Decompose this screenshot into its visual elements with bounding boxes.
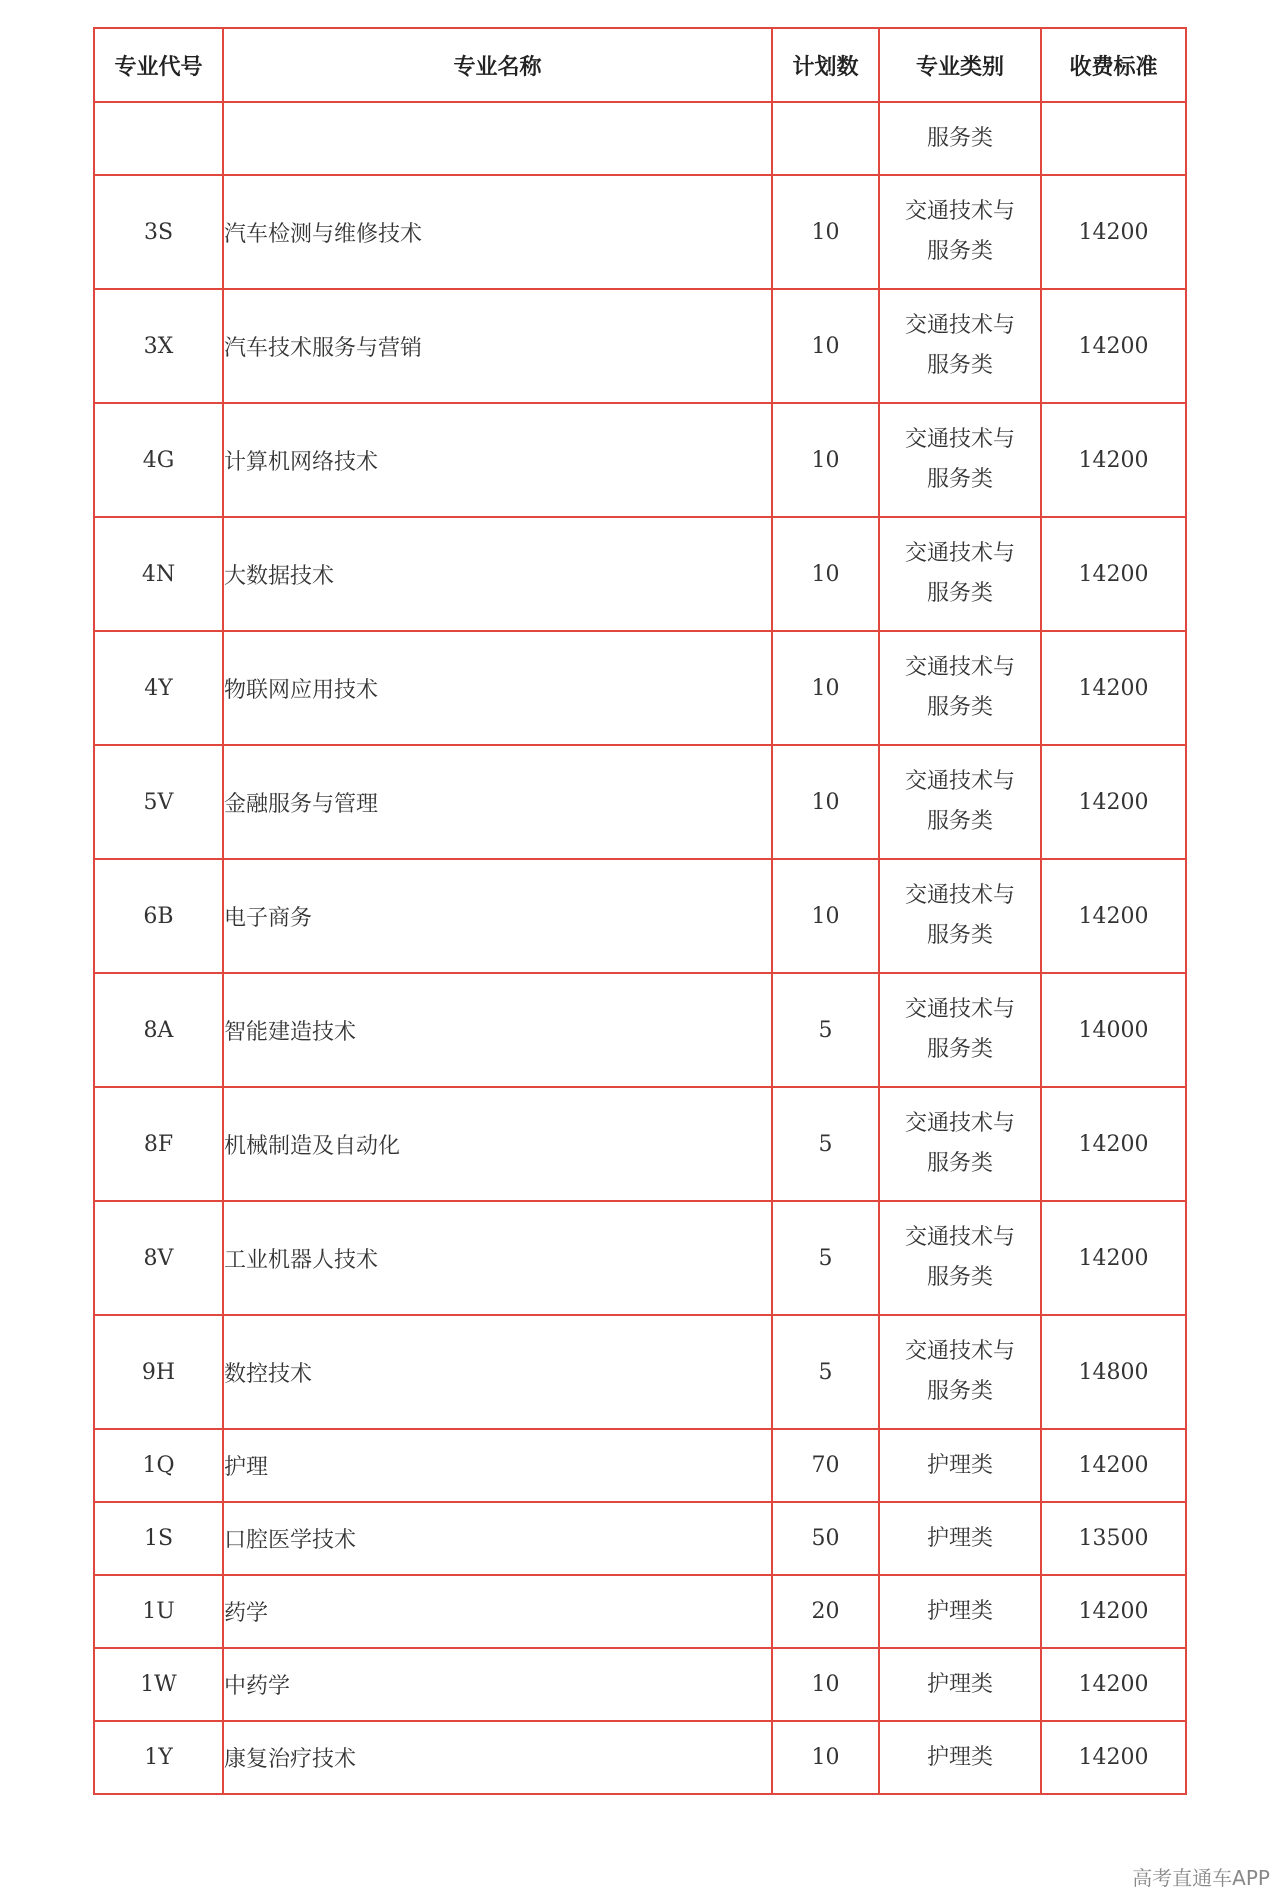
cell-category	[879, 102, 1041, 175]
table-row	[94, 1087, 1186, 1201]
cell-plan: 10	[772, 1648, 879, 1721]
cell-code: 5V	[94, 745, 223, 859]
cell-plan: 10	[772, 517, 879, 631]
cell-category	[879, 631, 1041, 745]
cell-code: 1U	[94, 1575, 223, 1648]
cell-fee: 14200	[1041, 1648, 1186, 1721]
cell-fee: 14200	[1041, 289, 1186, 403]
cell-fee: 14000	[1041, 973, 1186, 1087]
category-text: 护理类	[926, 1671, 993, 1697]
cell-code: 3X	[94, 289, 223, 403]
cell-category	[879, 1087, 1041, 1201]
cell-plan: 10	[772, 631, 879, 745]
cell-code: 8A	[94, 973, 223, 1087]
cell-name: 数控技术	[223, 1315, 772, 1429]
cell-fee: 14200	[1041, 175, 1186, 289]
category-text: 服务类	[926, 125, 993, 151]
category-text: 交通技术与 服务类	[904, 1225, 1015, 1290]
cell-name	[223, 102, 772, 175]
cell-code: 4N	[94, 517, 223, 631]
cell-code: 9H	[94, 1315, 223, 1429]
header-code: 专业代号	[94, 28, 223, 102]
cell-category	[879, 1201, 1041, 1315]
cell-fee: 14200	[1041, 745, 1186, 859]
cell-category	[879, 1575, 1041, 1648]
table-row	[94, 1575, 1186, 1648]
cell-fee: 14200	[1041, 1087, 1186, 1201]
cell-category	[879, 859, 1041, 973]
cell-category	[879, 1648, 1041, 1721]
category-text: 交通技术与 服务类	[904, 427, 1015, 492]
cell-code: 1Y	[94, 1721, 223, 1794]
cell-fee: 14200	[1041, 1201, 1186, 1315]
category-text: 交通技术与 服务类	[904, 1111, 1015, 1176]
cell-fee: 13500	[1041, 1502, 1186, 1575]
header-fee: 收费标准	[1041, 28, 1186, 102]
category-text: 交通技术与 服务类	[904, 997, 1015, 1062]
table-row	[94, 1502, 1186, 1575]
cell-fee	[1041, 102, 1186, 175]
cell-code: 6B	[94, 859, 223, 973]
cell-category	[879, 1429, 1041, 1502]
header-plan: 计划数	[772, 28, 879, 102]
cell-fee: 14200	[1041, 403, 1186, 517]
cell-name: 药学	[223, 1575, 772, 1648]
category-text: 护理类	[926, 1598, 993, 1624]
cell-plan: 10	[772, 859, 879, 973]
table-row	[94, 1648, 1186, 1721]
cell-name: 口腔医学技术	[223, 1502, 772, 1575]
major-table	[93, 27, 1187, 1795]
cell-fee: 14200	[1041, 1429, 1186, 1502]
cell-fee: 14800	[1041, 1315, 1186, 1429]
cell-plan: 5	[772, 1087, 879, 1201]
cell-plan	[772, 102, 879, 175]
category-text: 交通技术与 服务类	[904, 313, 1015, 378]
cell-code: 3S	[94, 175, 223, 289]
cell-code: 1W	[94, 1648, 223, 1721]
cell-category	[879, 1721, 1041, 1794]
table-row	[94, 175, 1186, 289]
cell-name: 计算机网络技术	[223, 403, 772, 517]
table-row	[94, 859, 1186, 973]
cell-name: 汽车检测与维修技术	[223, 175, 772, 289]
table-row	[94, 1315, 1186, 1429]
cell-fee: 14200	[1041, 1721, 1186, 1794]
table-row	[94, 1721, 1186, 1794]
cell-fee: 14200	[1041, 631, 1186, 745]
table-row	[94, 973, 1186, 1087]
cell-fee: 14200	[1041, 1575, 1186, 1648]
cell-plan: 10	[772, 1721, 879, 1794]
cell-category	[879, 1315, 1041, 1429]
cell-name: 康复治疗技术	[223, 1721, 772, 1794]
cell-plan: 70	[772, 1429, 879, 1502]
cell-category	[879, 403, 1041, 517]
cell-code: 8V	[94, 1201, 223, 1315]
cell-plan: 10	[772, 175, 879, 289]
table-row	[94, 745, 1186, 859]
cell-code	[94, 102, 223, 175]
category-text: 护理类	[926, 1452, 993, 1478]
cell-name: 大数据技术	[223, 517, 772, 631]
table-body	[94, 102, 1186, 1794]
table-row	[94, 289, 1186, 403]
category-text: 交通技术与 服务类	[904, 199, 1015, 264]
table-row	[94, 517, 1186, 631]
table-header	[94, 28, 1186, 102]
cell-code: 1Q	[94, 1429, 223, 1502]
table-row	[94, 1201, 1186, 1315]
cell-name: 汽车技术服务与营销	[223, 289, 772, 403]
category-text: 交通技术与 服务类	[904, 769, 1015, 834]
table-row	[94, 403, 1186, 517]
table-row	[94, 102, 1186, 175]
header-category: 专业类别	[879, 28, 1041, 102]
cell-category	[879, 1502, 1041, 1575]
category-text: 护理类	[926, 1525, 993, 1551]
cell-name: 中药学	[223, 1648, 772, 1721]
cell-name: 机械制造及自动化	[223, 1087, 772, 1201]
cell-plan: 10	[772, 403, 879, 517]
watermark: 高考直通车APP	[1132, 1866, 1270, 1890]
cell-code: 8F	[94, 1087, 223, 1201]
table-row	[94, 631, 1186, 745]
cell-plan: 5	[772, 1315, 879, 1429]
cell-fee: 14200	[1041, 859, 1186, 973]
table-row	[94, 1429, 1186, 1502]
cell-fee: 14200	[1041, 517, 1186, 631]
header-name: 专业名称	[223, 28, 772, 102]
category-text: 护理类	[926, 1744, 993, 1770]
category-text: 交通技术与 服务类	[904, 883, 1015, 948]
cell-plan: 5	[772, 1201, 879, 1315]
cell-category	[879, 745, 1041, 859]
cell-plan: 5	[772, 973, 879, 1087]
cell-name: 金融服务与管理	[223, 745, 772, 859]
cell-name: 工业机器人技术	[223, 1201, 772, 1315]
cell-category	[879, 517, 1041, 631]
cell-category	[879, 175, 1041, 289]
cell-name: 电子商务	[223, 859, 772, 973]
cell-plan: 10	[772, 745, 879, 859]
category-text: 交通技术与 服务类	[904, 541, 1015, 606]
cell-code: 4Y	[94, 631, 223, 745]
cell-code: 4G	[94, 403, 223, 517]
category-text: 交通技术与 服务类	[904, 655, 1015, 720]
cell-name: 护理	[223, 1429, 772, 1502]
cell-category	[879, 973, 1041, 1087]
cell-plan: 50	[772, 1502, 879, 1575]
cell-name: 物联网应用技术	[223, 631, 772, 745]
cell-code: 1S	[94, 1502, 223, 1575]
cell-category	[879, 289, 1041, 403]
category-text: 交通技术与 服务类	[904, 1339, 1015, 1404]
cell-name: 智能建造技术	[223, 973, 772, 1087]
cell-plan: 20	[772, 1575, 879, 1648]
cell-plan: 10	[772, 289, 879, 403]
